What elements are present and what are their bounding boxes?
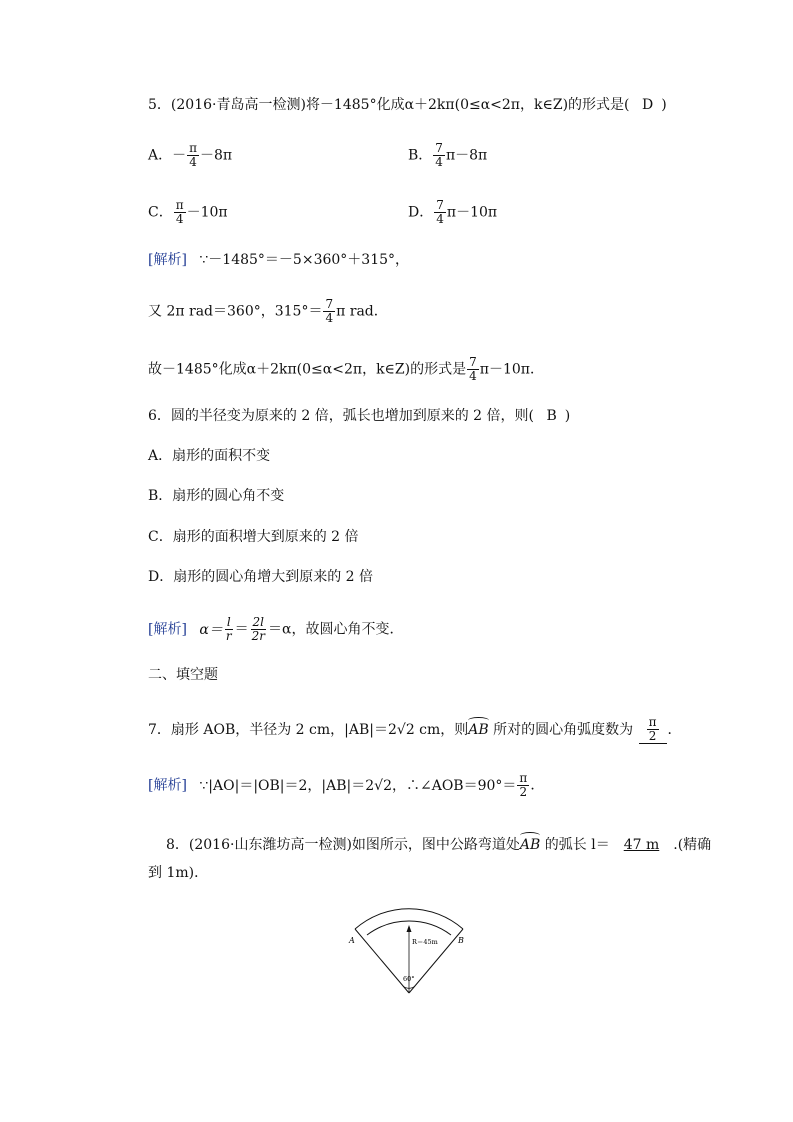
numerator: 2l <box>252 615 265 629</box>
option-tail: π－10π <box>446 204 498 221</box>
option-label: A． <box>148 147 173 164</box>
road-sector-figure <box>345 895 475 1005</box>
q5-option-b <box>408 142 487 169</box>
option-tail: π－8π <box>445 147 488 164</box>
q6-option-b: B．扇形的圆心角不变 <box>148 488 285 504</box>
numerator: 7 <box>325 297 334 311</box>
numerator: π <box>175 198 184 212</box>
q8-stem-text: 8．(2016·山东潍坊高一检测)如图所示，图中公路弯道处 <box>166 837 520 853</box>
arc-label: AB <box>468 722 489 738</box>
q5-source: (2016·青岛高一检测) <box>170 97 306 113</box>
q5-option-a <box>148 142 232 169</box>
left-edge <box>355 929 409 993</box>
fraction <box>174 199 186 226</box>
q8-answer: 47 m <box>623 837 660 853</box>
analysis-text: π－10π． <box>479 361 544 378</box>
analysis-tag: [解析] <box>148 252 187 268</box>
q6-close: ) <box>564 408 571 424</box>
q6-option-d: D．扇形的圆心角增大到原来的 2 倍 <box>148 569 374 585</box>
q8-stem-text: 的弧长 l＝ <box>540 837 610 853</box>
q5-close: ) <box>661 97 667 113</box>
analysis-text: 又 2π rad＝360°，315°＝ <box>148 303 323 320</box>
q7-end: ． <box>667 722 682 738</box>
arc-label: AB <box>519 837 541 853</box>
angle-label: 60° <box>403 975 415 983</box>
option-tail: －8π <box>200 147 233 164</box>
q6-stem <box>148 407 570 425</box>
q6-stem-text: 6．圆的半径变为原来的 2 倍，弧长也增加到原来的 2 倍，则( <box>148 408 534 424</box>
fraction <box>517 772 529 799</box>
q7-answer <box>639 716 667 744</box>
q6-analysis <box>148 616 403 643</box>
numerator: 7 <box>469 355 477 369</box>
analysis-text: α＝ <box>199 621 223 638</box>
q5-option-d <box>408 199 497 226</box>
numerator: π <box>648 715 657 729</box>
fraction <box>224 616 234 643</box>
q5-analysis-line2 <box>148 298 388 325</box>
analysis-text: ＝ <box>234 621 249 638</box>
q5-option-c <box>148 199 228 226</box>
option-label: B． <box>408 147 433 164</box>
analysis-text: ． <box>530 777 545 794</box>
denominator: 2r <box>251 629 265 643</box>
denominator: 4 <box>469 369 477 383</box>
denominator: 2 <box>519 785 528 799</box>
analysis-text: 故－1485°化成α＋2kπ(0≤α<2π，k∈Z)的形式是 <box>148 361 467 378</box>
q5-number: 5． <box>148 97 171 113</box>
q7-stem <box>148 716 682 744</box>
fraction <box>433 142 445 169</box>
q5-stem-text: 将－1485°化成α＋2kπ(0≤α<2π，k∈Z)的形式是( <box>305 97 630 113</box>
radius-arrow-icon <box>407 925 412 932</box>
analysis-tag: [解析] <box>148 777 187 794</box>
numerator: π <box>189 141 198 155</box>
option-label: C． <box>148 204 173 221</box>
analysis-text: ＝α，故圆心角不变． <box>267 621 404 638</box>
q6-option-a: A．扇形的面积不变 <box>148 448 271 464</box>
q5-analysis-line1 <box>148 251 409 269</box>
q7-stem-text: 7．扇形 AOB，半径为 2 cm，|AB|＝2√2 cm，则 <box>148 722 469 738</box>
denominator: 4 <box>325 311 334 325</box>
section-title: 二、填空题 <box>148 667 218 683</box>
denominator: 4 <box>189 155 197 169</box>
denominator: 4 <box>435 155 443 169</box>
analysis-text: ∵－1485°＝－5×360°＋315°， <box>199 252 410 268</box>
q5-analysis-line3 <box>148 356 544 383</box>
q7-analysis <box>148 772 544 799</box>
option-tail: －10π <box>186 204 228 221</box>
denominator: r <box>225 629 232 643</box>
q7-stem-text: 所对的圆心角弧度数为 <box>488 722 634 738</box>
radius-label: R＝45m <box>412 938 438 946</box>
analysis-text: ∵|AO|＝|OB|＝2，|AB|＝2√2，∴∠AOB＝90°＝ <box>199 777 517 794</box>
numerator: 7 <box>435 141 443 155</box>
fraction <box>467 356 479 383</box>
label-b: B <box>458 936 464 945</box>
fraction <box>323 298 335 325</box>
label-a: A <box>349 936 355 945</box>
fraction <box>434 199 446 226</box>
q8-stem-text: .(精确 <box>673 837 712 853</box>
q5-answer: D <box>641 97 654 113</box>
denominator: 4 <box>436 212 444 226</box>
q5-stem <box>148 96 667 114</box>
fraction <box>250 616 267 643</box>
fraction <box>187 142 199 169</box>
numerator: π <box>519 771 528 785</box>
denominator: 2 <box>648 729 657 743</box>
option-sign: － <box>172 147 187 164</box>
analysis-text: π rad． <box>336 303 388 320</box>
q6-answer: B <box>546 408 557 424</box>
denominator: 4 <box>175 212 184 226</box>
q8-stem <box>166 836 711 854</box>
q6-option-c: C．扇形的面积增大到原来的 2 倍 <box>148 529 359 545</box>
analysis-tag: [解析] <box>148 621 187 638</box>
option-label: D． <box>408 204 434 221</box>
q8-stem-line2: 到 1m)． <box>148 865 209 881</box>
numerator: l <box>226 615 231 629</box>
numerator: 7 <box>436 198 444 212</box>
